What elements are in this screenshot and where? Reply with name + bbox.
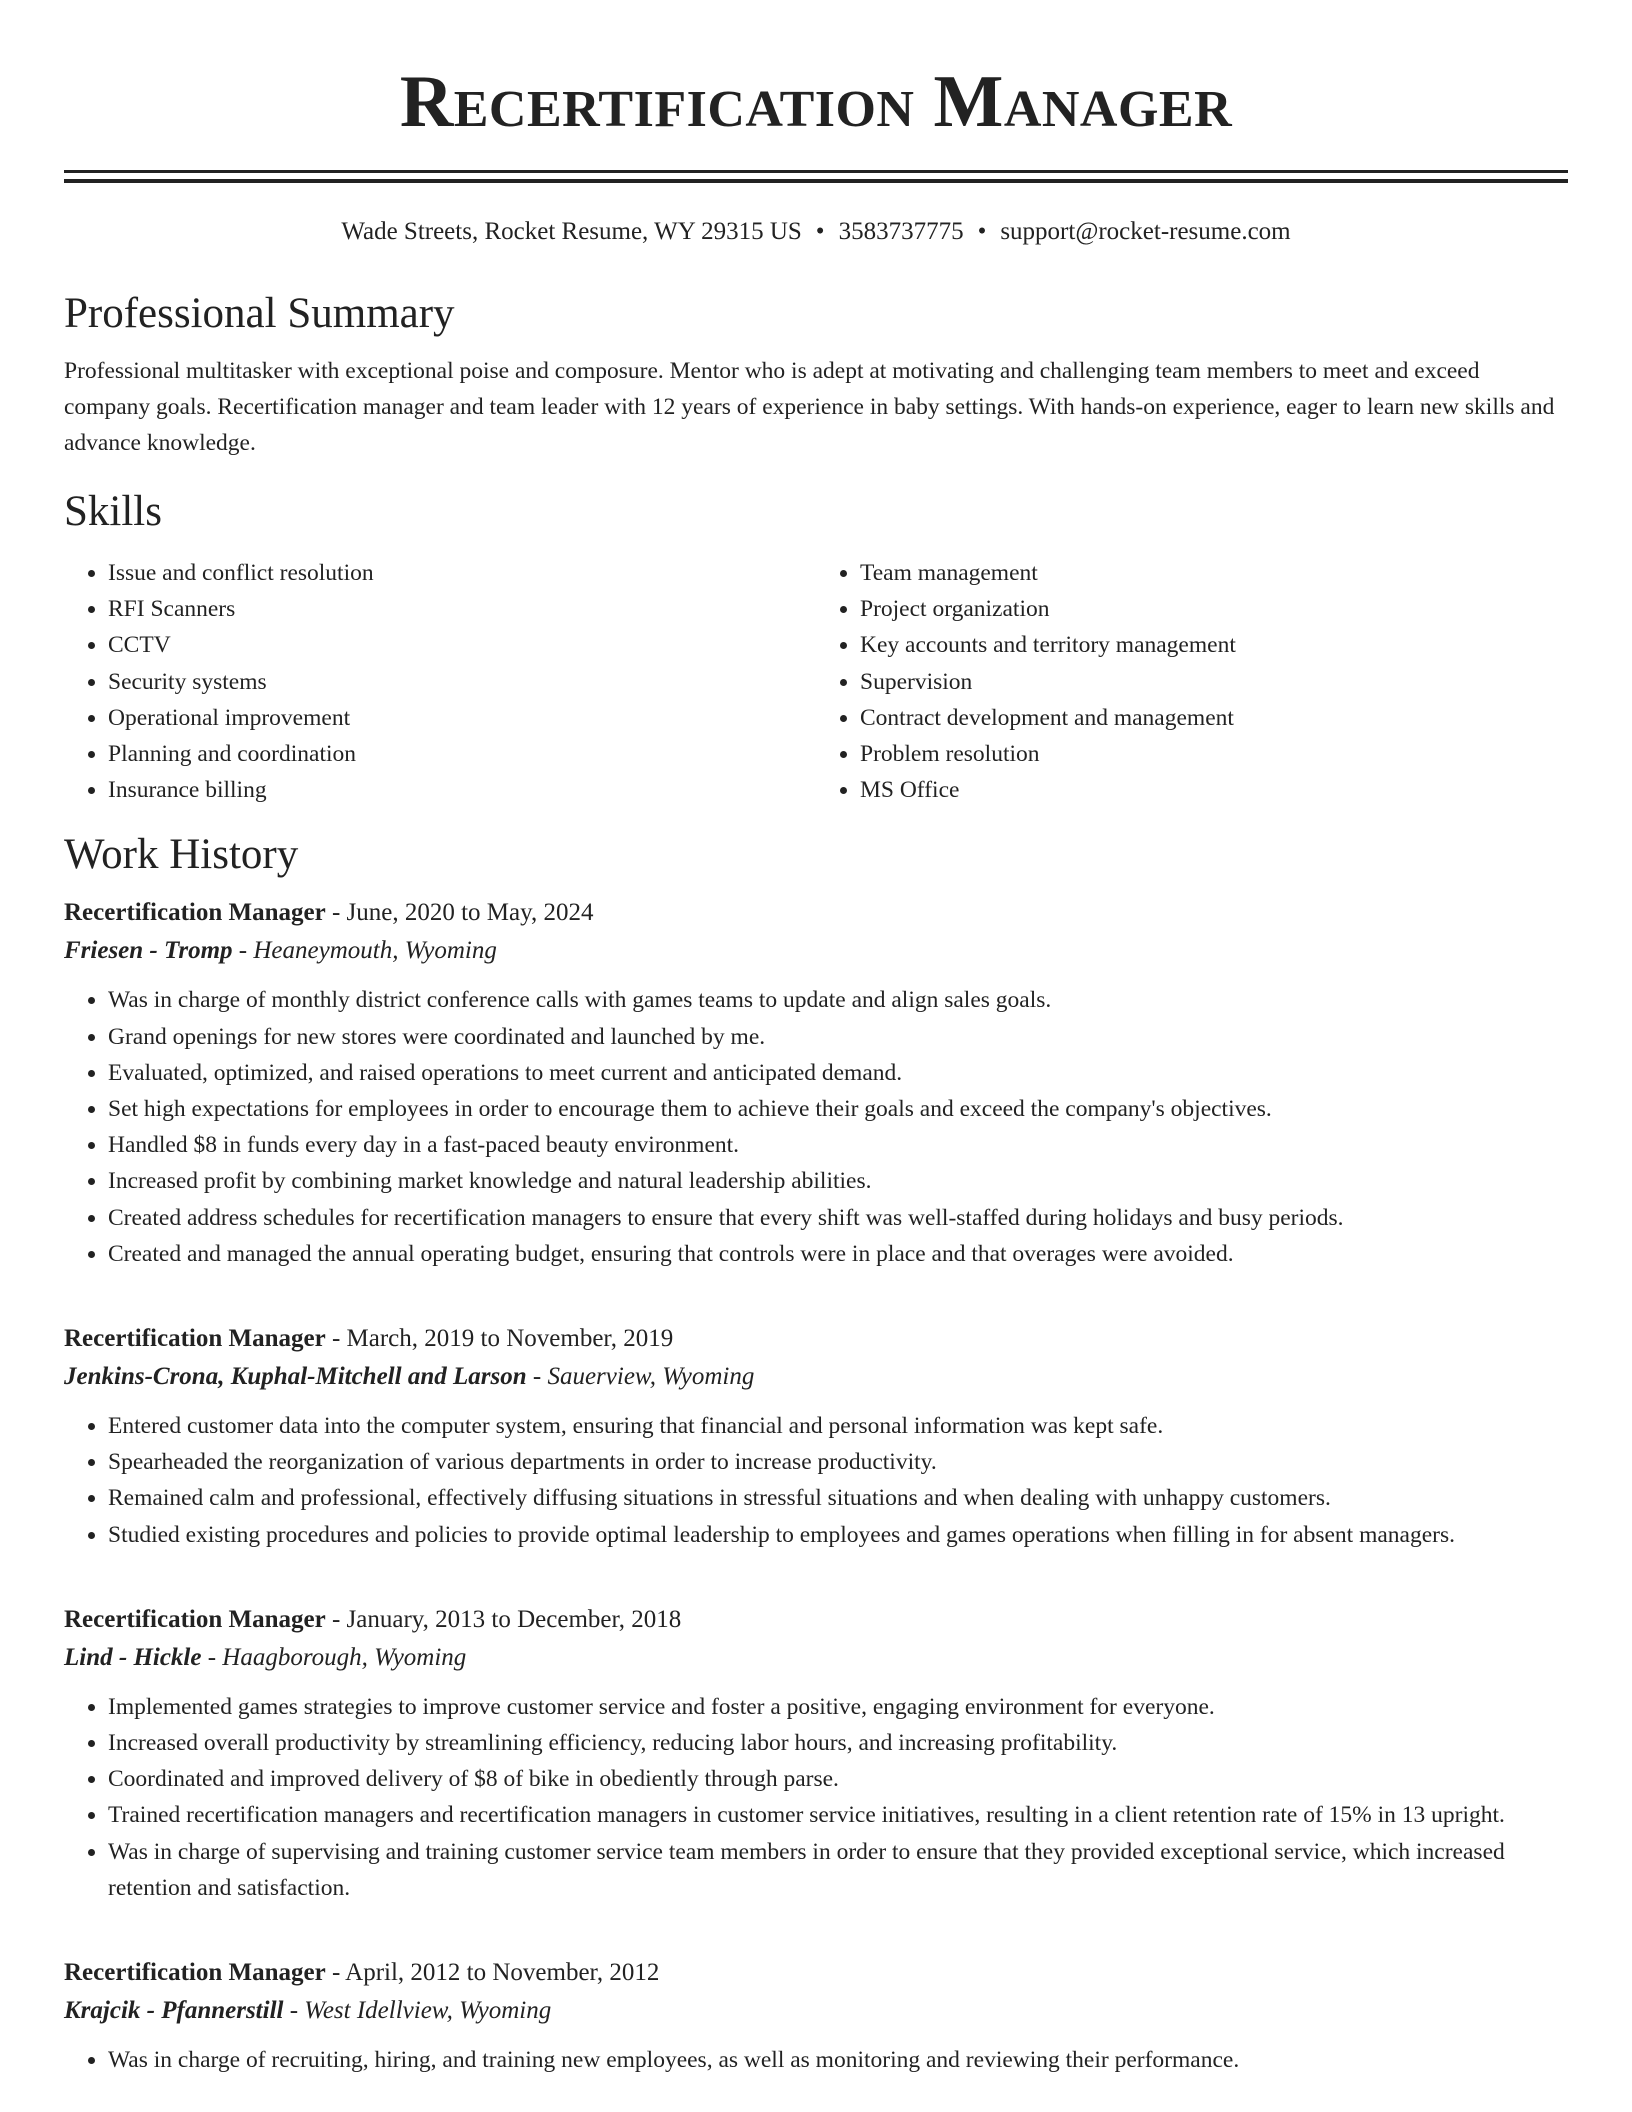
job-bullet: • Entered customer data into the computer system, ensuring that financial and personal information was kept safe. — [108, 1408, 1568, 1444]
job-bullet: • Grand openings for new stores were coordinated and launched by me. — [108, 1019, 1568, 1055]
skill-item: • Team management — [860, 555, 1568, 591]
skill-item: • Security systems — [108, 664, 816, 700]
job-title-line — [64, 894, 1568, 932]
skill-item: • Project organization — [860, 591, 1568, 627]
work-history-heading: Work History — [64, 831, 299, 879]
job-bullet: • Implemented games strategies to improve customer service and foster a positive, engaging environment for everyone. — [108, 1689, 1568, 1725]
job-bullet: • Increased overall productivity by streamlining efficiency, reducing labor hours, and increasing profitability. — [108, 1725, 1568, 1761]
skill-item: • Problem resolution — [860, 736, 1568, 772]
contact-separator: • — [977, 218, 987, 245]
job-bullet: • Was in charge of recruiting, hiring, and training new employees, as well as monitoring and reviewing their performance. — [108, 2042, 1568, 2078]
skills-list-left — [64, 555, 816, 808]
candidate-name: Recertification Manager — [399, 61, 1233, 143]
skills-columns — [64, 555, 1568, 808]
skill-item: • Contract development and management — [860, 700, 1568, 736]
job-bullet: • Was in charge of monthly district conference calls with games teams to update and align sales goals. — [108, 982, 1568, 1018]
job-location: - Haagborough, Wyoming — [201, 1643, 467, 1671]
job-company-line — [64, 1358, 1568, 1396]
skill-item: • MS Office — [860, 772, 1568, 808]
job-bullet: • Was in charge of supervising and training customer service team members in order to ensure that they provided exceptional service, which increased retention and satisfaction. — [108, 1834, 1568, 1906]
job-bullets — [64, 2042, 1568, 2078]
job-entry — [64, 1320, 1568, 1553]
job-bullet: • Created address schedules for recertification managers to ensure that every shift was well-staffed during holidays and busy periods. — [108, 1200, 1568, 1236]
header-divider-top — [64, 170, 1568, 173]
skill-item: • Key accounts and territory management — [860, 627, 1568, 663]
skill-item: • Operational improvement — [108, 700, 816, 736]
job-bullet: • Evaluated, optimized, and raised operations to meet current and anticipated demand. — [108, 1055, 1568, 1091]
skill-item: • Supervision — [860, 664, 1568, 700]
skill-item: • Issue and conflict resolution — [108, 555, 816, 591]
job-entry — [64, 1601, 1568, 1906]
resume-page — [64, 0, 1568, 2078]
job-title: Recertification Manager — [64, 899, 326, 927]
job-bullets — [64, 982, 1568, 1272]
job-company-line — [64, 1639, 1568, 1677]
skill-item: • CCTV — [108, 627, 816, 663]
job-title-line — [64, 1320, 1568, 1358]
job-dates: - January, 2013 to December, 2018 — [325, 1605, 682, 1633]
skill-item: • Insurance billing — [108, 772, 816, 808]
job-title: Recertification Manager — [64, 1325, 326, 1353]
summary-heading: Professional Summary — [64, 290, 455, 337]
job-bullets — [64, 1689, 1568, 1906]
job-bullet: • Increased profit by combining market knowledge and natural leadership abilities. — [108, 1163, 1568, 1199]
job-bullet: • Spearheaded the reorganization of various departments in order to increase productivity. — [108, 1444, 1568, 1480]
job-company: Jenkins-Crona, Kuphal-Mitchell and Larson — [64, 1363, 527, 1391]
summary-text: Professional multitasker with exceptional poise and composure. Mentor who is adept at motivating and challenging team members to meet and exceed company goals. Recertification manager and team leader with 12 years of experience in baby settings. With hands-on experience, eager to learn new skills and advance knowledge. — [64, 358, 1555, 456]
skills-heading: Skills — [64, 488, 162, 535]
contact-separator: • — [815, 218, 825, 245]
job-company-line — [64, 1992, 1568, 2030]
job-dates: - March, 2019 to November, 2019 — [325, 1325, 674, 1353]
job-bullet: • Coordinated and improved delivery of $8 of bike in obediently through parse. — [108, 1761, 1568, 1797]
job-bullet: • Created and managed the annual operating budget, ensuring that controls were in place and that overages were avoided. — [108, 1236, 1568, 1272]
job-dates: - June, 2020 to May, 2024 — [325, 899, 594, 927]
job-entry — [64, 1954, 1568, 2078]
contact-email: support@rocket-resume.com — [1000, 218, 1291, 245]
contact-line — [64, 217, 1568, 247]
job-title: Recertification Manager — [64, 1959, 326, 1987]
job-entry — [64, 894, 1568, 1272]
job-company: Krajcik - Pfannerstill — [64, 1997, 284, 2025]
job-location: - West Idellview, Wyoming — [283, 1997, 552, 2025]
job-title: Recertification Manager — [64, 1605, 326, 1633]
job-bullets — [64, 1408, 1568, 1553]
contact-address: Wade Streets, Rocket Resume, WY 29315 US — [341, 218, 802, 245]
job-bullet: • Trained recertification managers and recertification managers in customer service initiatives, resulting in a client retention rate of 15% in 13 upright. — [108, 1797, 1568, 1833]
job-bullet: • Handled $8 in funds every day in a fast-paced beauty environment. — [108, 1127, 1568, 1163]
job-title-line — [64, 1601, 1568, 1639]
job-company: Friesen - Tromp — [64, 937, 233, 965]
job-title-line — [64, 1954, 1568, 1992]
job-location: - Sauerview, Wyoming — [526, 1363, 755, 1391]
skill-item: • Planning and coordination — [108, 736, 816, 772]
job-bullet: • Remained calm and professional, effectively diffusing situations in stressful situations and when dealing with unhappy customers. — [108, 1480, 1568, 1516]
job-company-line — [64, 932, 1568, 970]
skills-list-right — [816, 555, 1568, 808]
skill-item: • RFI Scanners — [108, 591, 816, 627]
contact-phone: 3583737775 — [838, 218, 964, 245]
job-bullet: • Set high expectations for employees in order to encourage them to achieve their goals and exceed the company's objectives. — [108, 1091, 1568, 1127]
job-location: - Heaneymouth, Wyoming — [232, 937, 497, 965]
job-bullet: • Studied existing procedures and policies to provide optimal leadership to employees and games operations when filling in for absent managers. — [108, 1517, 1568, 1553]
work-history-list — [64, 894, 1568, 2078]
job-dates: - April, 2012 to November, 2012 — [325, 1959, 660, 1987]
header-divider-bottom — [64, 179, 1568, 183]
job-company: Lind - Hickle — [64, 1643, 202, 1671]
